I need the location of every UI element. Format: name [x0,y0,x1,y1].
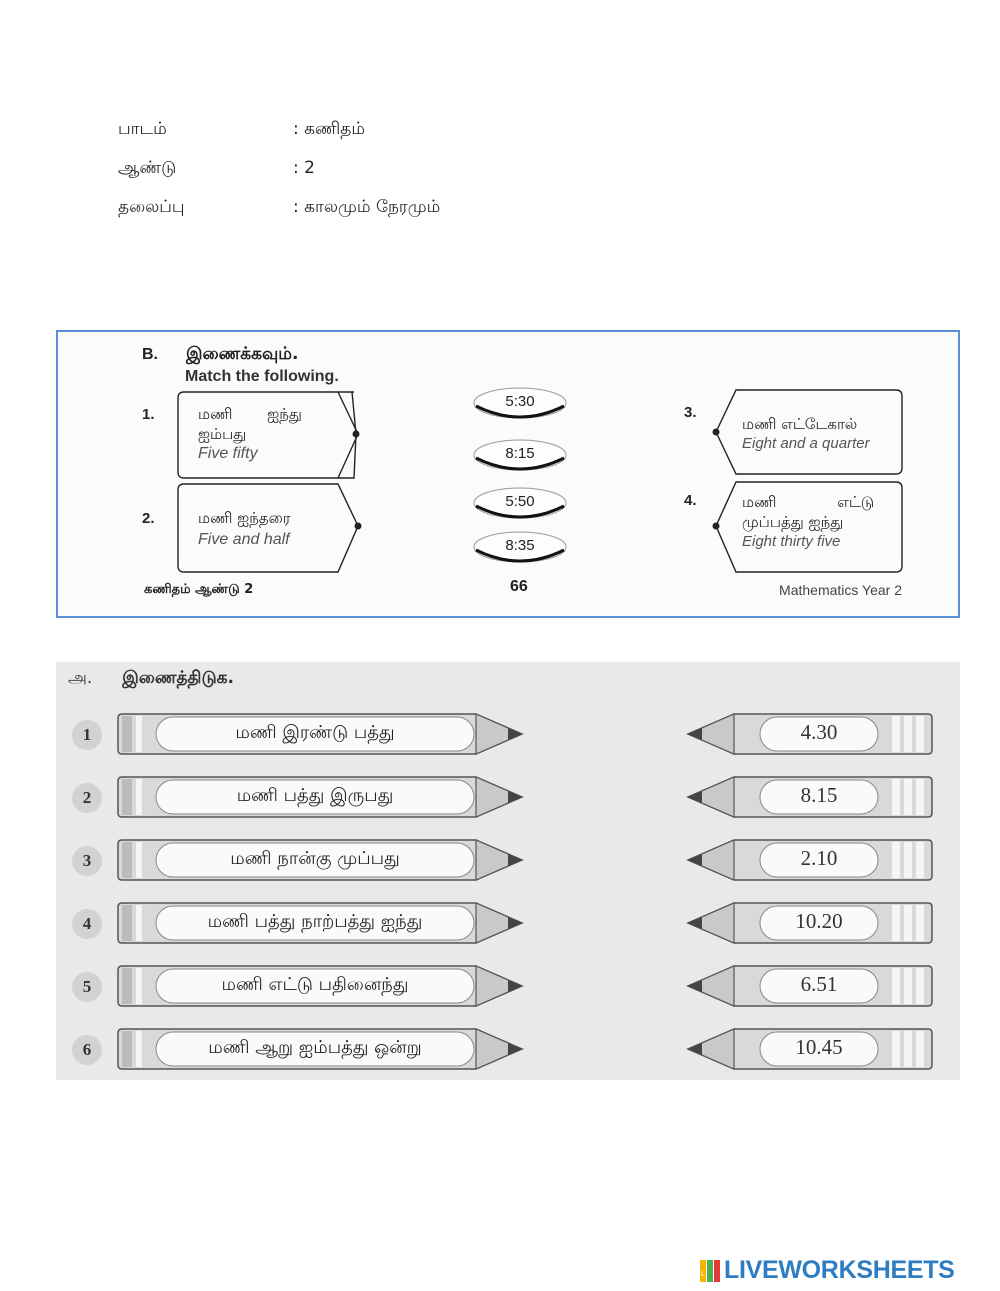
item-number-4: 4. [684,492,697,509]
section-a-heading [68,668,234,690]
time-label-2: 8:15 [505,445,535,462]
right-tag-3-english: Eight and a quarter [742,435,870,452]
right-tag-4-tamil-2: முப்பத்து ஐந்து [742,513,844,531]
right-pencil-time: 10.45 [795,1035,843,1059]
right-tag-4-text [742,492,898,552]
left-tag-1-tamil-2: ஐம்பது [198,425,247,443]
row-number-badge: 5 [72,972,102,1002]
right-tag-3-tamil-1: மணி எட்டேகால் [742,415,858,433]
time-option-4[interactable] [472,528,568,568]
item-number-3: 3. [684,404,697,421]
time-label-3: 5:50 [505,493,535,510]
logo-icon [700,1260,722,1282]
row-number-badge: 3 [72,846,102,876]
time-option-1[interactable] [472,384,568,424]
time-label-4: 8:35 [505,537,535,554]
right-tag-3-text [742,414,902,454]
row-number-badge: 4 [72,909,102,939]
subject-label: பாடம் [118,119,167,139]
tag-hole-dot[interactable] [713,429,720,436]
left-pencil-label: மணி ஆறு ஐம்பத்து ஒன்று [208,1037,422,1058]
row-number-badge: 2 [72,783,102,813]
left-pencil-label: மணி எட்டு பதினைந்து [221,974,409,995]
logo-text: LIVEWORKSHEETS [724,1256,955,1284]
page-number: 66 [510,578,528,595]
section-a-title: இணைத்திடுக. [122,668,234,688]
left-pencil-label: மணி பத்து இருபது [236,785,394,806]
right-pencil-time: 4.30 [800,720,838,744]
left-pencil-label: மணி இரண்டு பத்து [235,722,395,743]
pencil-row [56,1023,960,1075]
pencil-row [56,834,960,886]
year-value: : 2 [293,158,315,178]
left-pencil-label: மணி நான்கு முப்பது [230,848,400,869]
pencil-row [56,771,960,823]
tag-hole-dot[interactable] [353,431,360,438]
left-tag-2-english: Five and half [198,531,290,548]
pencil-row [56,708,960,760]
pencil-row [56,897,960,949]
section-b-subtitle: Match the following. [185,368,339,385]
time-label-1: 5:30 [505,393,535,410]
right-pencil-time: 10.20 [795,909,843,933]
footer-right: Mathematics Year 2 [779,582,902,598]
time-option-2[interactable] [472,436,568,476]
section-b-title: இணைக்கவும். [186,344,299,364]
tag-hole-dot[interactable] [713,523,720,530]
topic-value: : காலமும் நேரமும் [293,197,441,217]
left-tag-1-text [198,404,328,464]
subject-value: : கணிதம் [293,119,366,139]
year-label: ஆண்டு [118,158,177,178]
item-number-1: 1. [142,406,155,423]
section-b-letter: B. [142,346,158,363]
right-pencil-time: 2.10 [800,846,838,870]
left-pencil-label: மணி பத்து நாற்பத்து ஐந்து [207,911,423,932]
time-option-3[interactable] [472,484,568,524]
footer-left: கணிதம் ஆண்டு 2 [144,582,254,597]
right-pencil-time: 8.15 [800,783,838,807]
left-tag-1-tamil-1: மணி ஐந்து [198,405,302,423]
pencil-row [56,960,960,1012]
right-pencil-time: 6.51 [800,972,838,996]
svg-text:L: L [701,1270,705,1278]
section-a-pencils [56,662,960,1080]
right-tag-4-english: Eight thirty five [742,533,841,550]
section-a-letter: அ. [68,668,93,688]
tag-hole-dot[interactable] [355,523,362,530]
left-tag-2-tamil-1: மணி ஐந்தரை [198,509,291,527]
left-tag-2-text [198,508,348,550]
left-tag-1-english: Five fifty [198,445,258,462]
row-number-badge: 1 [72,720,102,750]
item-number-2: 2. [142,510,155,527]
row-number-badge: 6 [72,1035,102,1065]
right-tag-4-tamil-1: மணி எட்டு [742,493,875,511]
topic-label: தலைப்பு [118,197,185,217]
section-b-matching [56,330,960,618]
